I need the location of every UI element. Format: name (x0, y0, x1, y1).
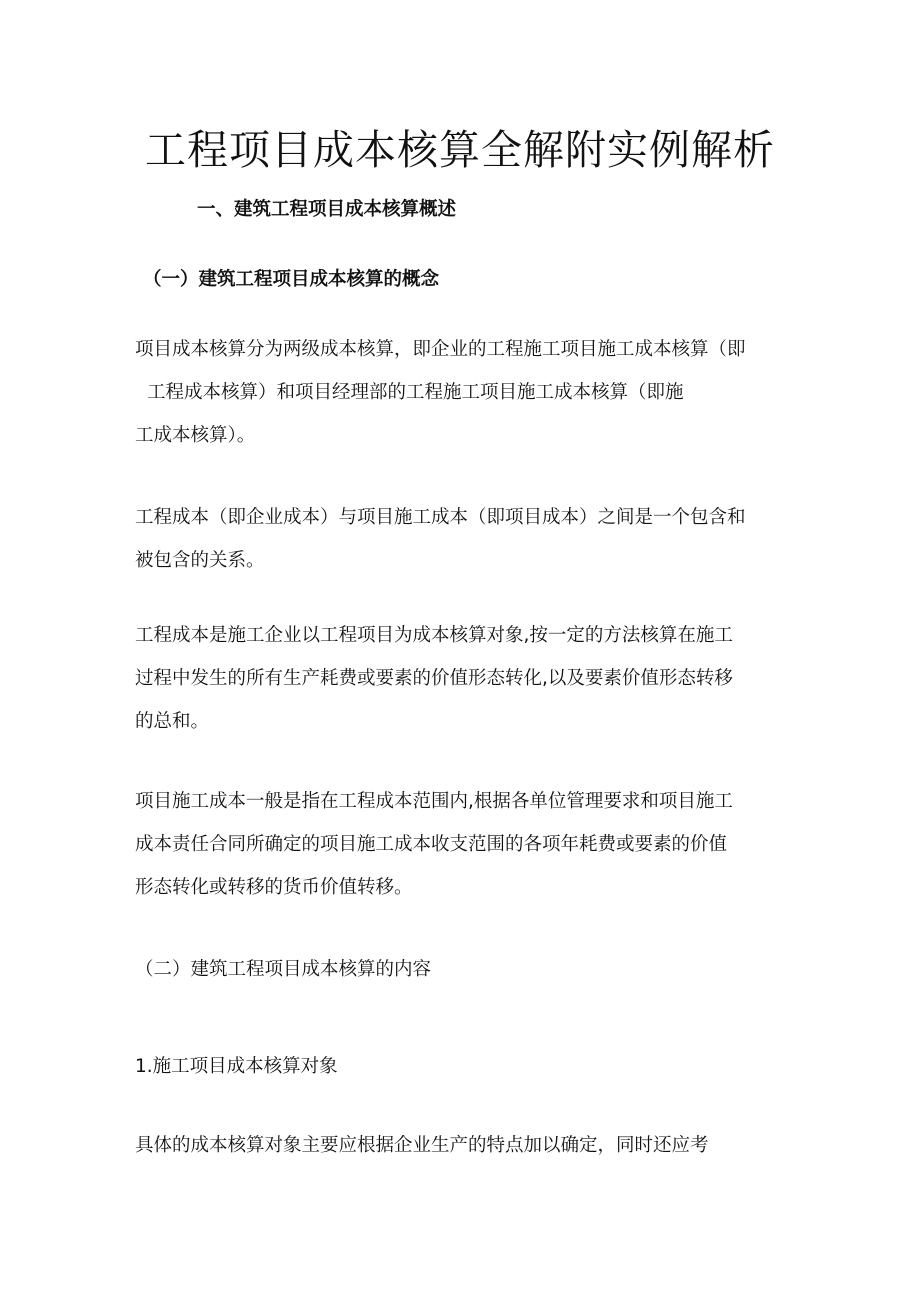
subsection-heading: （二）建筑工程项目成本核算的内容 (135, 959, 432, 980)
paragraph-cost-accounting-levels (135, 328, 795, 457)
paragraph-line: 成本责任合同所确定的项目施工成本收支范围的各项年耗费或要素的价值 (135, 834, 728, 855)
paragraph-line: 过程中发生的所有生产耗费或要素的价值形态转化,以及要素价值形态转移 (135, 668, 733, 689)
paragraph-line: 的总和。 (135, 711, 210, 732)
paragraph-line: 具体的成本核算对象主要应根据企业生产的特点加以确定，同时还应考 (135, 1135, 709, 1156)
paragraph-line: 项目成本核算分为两级成本核算，即企业的工程施工项目施工成本核算（即 (135, 339, 746, 360)
paragraph-line: 形态转化或转移的货币价值转移。 (135, 877, 413, 898)
subsection-heading: （一）建筑工程项目成本核算的概念 (143, 269, 440, 290)
paragraph-line: 工成本核算）。 (135, 425, 256, 446)
paragraph-line: 项目施工成本一般是指在工程成本范围内,根据各单位管理要求和项目施工 (135, 791, 733, 812)
paragraph-project-construction-cost (135, 780, 795, 909)
document-title: 工程项目成本核算全解附实例解析 (145, 126, 775, 174)
item-heading: 1.施工项目成本核算对象 (135, 1056, 338, 1077)
paragraph-cost-relationship (135, 496, 795, 582)
paragraph-line: 工程成本核算）和项目经理部的工程施工项目施工成本核算（即施 (147, 382, 684, 403)
paragraph-line: 工程成本（即企业成本）与项目施工成本（即项目成本）之间是一个包含和 (135, 507, 746, 528)
paragraph-line: 工程成本是施工企业以工程项目为成本核算对象,按一定的方法核算在施工 (135, 625, 733, 646)
paragraph-line: 被包含的关系。 (135, 550, 265, 571)
paragraph-accounting-object (135, 1124, 795, 1167)
section-heading: 一、建筑工程项目成本核算概述 (197, 199, 457, 220)
paragraph-engineering-cost (135, 614, 795, 743)
